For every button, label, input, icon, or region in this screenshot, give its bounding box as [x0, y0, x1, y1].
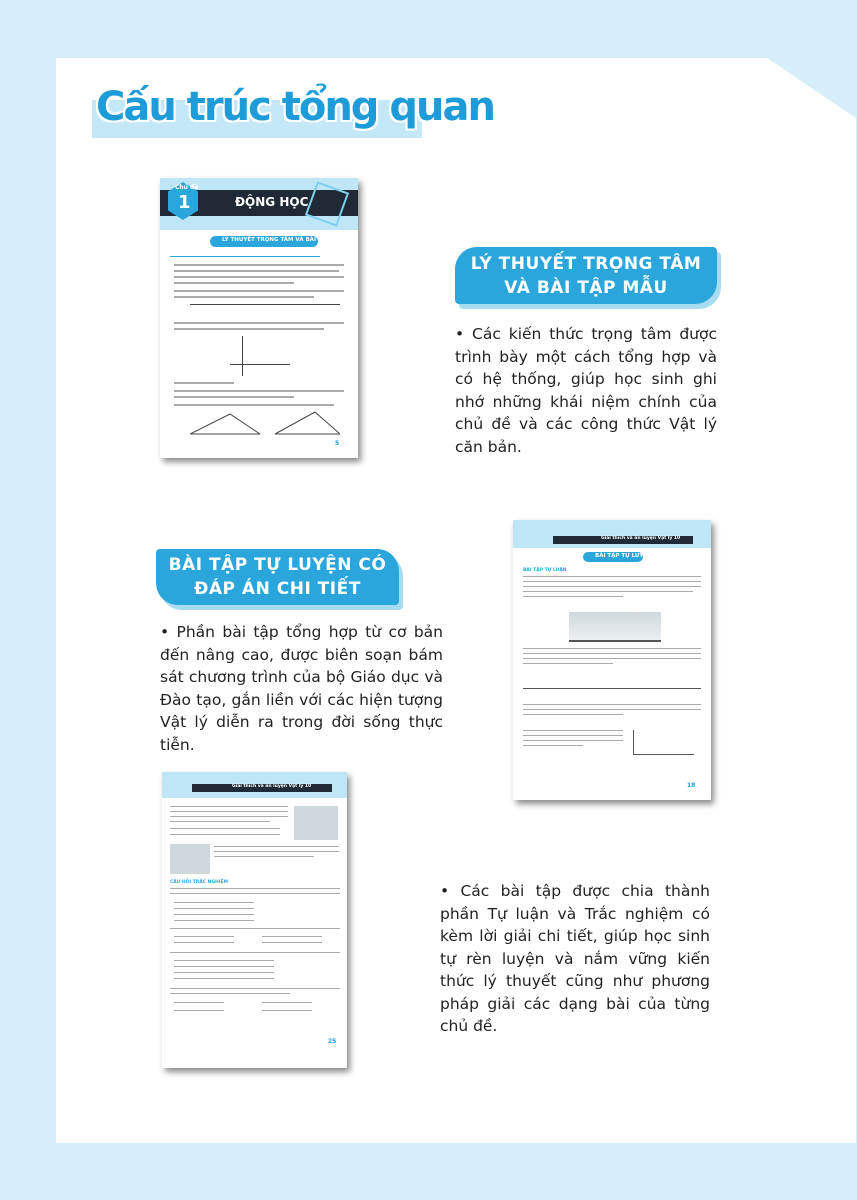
chapter-number: 1 — [178, 192, 191, 213]
badge-line1: LÝ THUYẾT TRỌNG TÂM — [470, 253, 702, 274]
section-label: BÀI TẬP TỰ LUYỆN — [595, 553, 652, 559]
running-header: Giải thích và ôn luyện Vật lý 10 — [232, 784, 312, 789]
sub-label: CÂU HỎI TRẮC NGHIỆM — [170, 880, 229, 885]
page-title: Cấu trúc tổng quan — [96, 84, 494, 130]
running-header: Giải thích và ôn luyện Vật lý 10 — [601, 536, 681, 541]
thumbnail-page-theory — [160, 178, 358, 458]
theory-description: • Các kiến thức trọng tâm được trình bày một cách tổng hợp và có hệ thống, giúp học sinh ghi nhớ những khái niệm chính của chủ đề và các công thức Vật lý căn bản. — [455, 325, 717, 456]
chapter-title: ĐỘNG HỌC — [235, 195, 309, 209]
exercises-description: • Phần bài tập tổng hợp từ cơ bản đến nâng cao, được biên soạn bám sát chương trình của bộ Giáo dục và Đào tạo, gắn liền với các hiện tượng Vật lý diễn ra trong đời sống thực tiễn. — [160, 623, 443, 754]
page-number: 18 — [687, 782, 696, 789]
section-label: LÝ THUYẾT TRỌNG TÂM VÀ BÀI TẬP MẪU — [222, 237, 347, 243]
quiz-description: • Các bài tập được chia thành phần Tự luận và Trắc nghiệm có kèm lời giải chi tiết, giúp học sinh tự rèn luyện và nắm vững kiến thức lý thuyết cũng như phương pháp giải các dạng bài của từng chủ đề. — [440, 882, 710, 1035]
page-number: 25 — [328, 1038, 337, 1045]
vector-diagram — [190, 410, 340, 440]
chapter-label: Chủ đề — [175, 184, 199, 191]
badge-line2: ĐÁP ÁN CHI TIẾT — [194, 579, 361, 599]
section-badge-theory — [455, 247, 717, 304]
badge-line2: VÀ BÀI TẬP MẪU — [504, 277, 668, 298]
badge-line1: BÀI TẬP TỰ LUYỆN CÓ — [168, 555, 387, 575]
thumbnail-page-exercises — [513, 520, 711, 800]
thumbnail-page-quiz — [162, 772, 347, 1068]
page-number: 5 — [335, 440, 340, 447]
sub-label: BÀI TẬP TỰ LUẬN — [523, 568, 567, 573]
section-badge-exercises — [156, 549, 399, 605]
